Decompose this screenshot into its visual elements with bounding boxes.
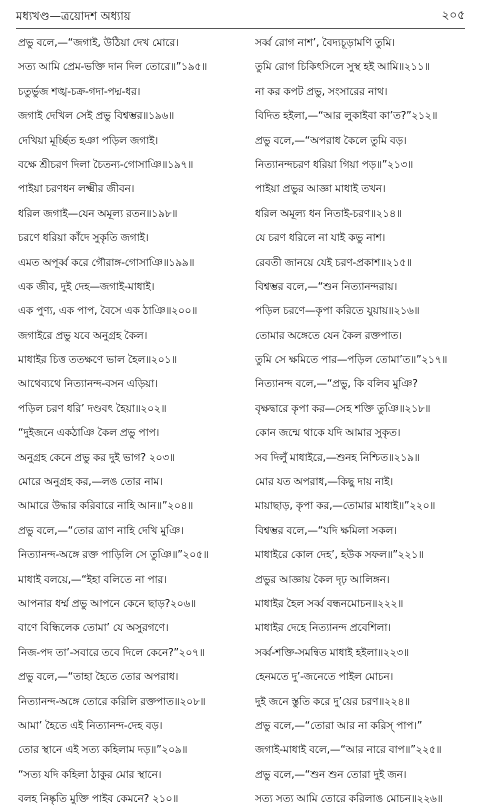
verse-line: প্রভুর আজ্ঞায় কৈল দৃঢ় আলিঙ্গন। (255, 573, 390, 586)
page-number: ২০৫ (441, 8, 465, 22)
verse-line: তোমার অঙ্গেতে যেন কৈল রক্তপাত। (255, 329, 402, 342)
verse-line: ধরিল অমূল্য ধন নিতাই-চরণ॥২১৪॥ (255, 207, 402, 220)
verse-line: তোর স্থানে এই সত্য কহিলাম দড়॥”২০৯॥ (18, 744, 188, 757)
verse-line: আথেব্যথে নিত্যানন্দ-বসন এড়িয়া। (18, 378, 158, 391)
verse-line: মাধাই বলয়ে,—“ইহা বলিতে না পার। (18, 573, 167, 586)
verse-line: প্রভু বলে,—“শুন শুন তোরা দুই জন। (255, 768, 407, 781)
verse-line: দুই জনে স্তুতি করে দু’য়ের চরণ॥২২৪॥ (255, 695, 410, 708)
verse-line: বৃক্ষদ্বারে কৃপা কর—সেহ শক্তি তুঞি॥২১৮॥ (255, 402, 431, 415)
verse-line: নিজ-পদ তা’-সবারে তবে দিলে কেনে?”২০৭॥ (18, 646, 205, 659)
verse-line: তুমি রোগ চিকিৎসিলে সুস্থ হই আমি॥২১১॥ (255, 61, 430, 74)
verse-line: প্রভু বলে,—“তোর ত্রাণ নাহি দেখি মুঞি। (18, 524, 184, 537)
verse-line: বাণে বিন্ধিলেক তোমা’ যে অসুরগণে। (18, 622, 169, 635)
verse-line: নিত্যানন্দচরণ ধরিয়া গিয়া পড়॥”২১৩॥ (255, 158, 413, 171)
verse-line: নিত্যানন্দ-অঙ্গে তোরে করিলি রক্তপাত॥২০৮॥ (18, 695, 206, 708)
verse-line: নিত্যানন্দ-অঙ্গে রক্ত পাড়িলি সে তুঞি॥”২০৫॥ (18, 549, 209, 562)
verse-line: মোর যত অপরাধ,—কিছু দায় নাই। (255, 476, 393, 489)
left-column (18, 31, 238, 812)
verse-line: সত্য আমি প্রেম-ভক্তি দান দিল তোরে॥”১৯৫॥ (18, 61, 208, 74)
verse-line: মোরে অনুগ্রহ কর,—লঙ তোর নাম। (18, 476, 163, 489)
verse-line: জগাইরে প্রভু যবে অনুগ্রহ কৈল। (18, 329, 148, 342)
verse-line: ধরিল জগাই—যেন অমূল্য রতন॥১৯৮॥ (18, 207, 178, 220)
verse-line: মাধাইর চিত্ত ততক্ষণে ভাল হৈল॥২০১॥ (18, 354, 177, 367)
verse-line: হেনমতে দু’-জনেতে পাইল মোচন। (255, 671, 394, 684)
verse-line: বলহ নিষ্কৃতি মুক্তি পাইব কেমনে? ২১০॥ (18, 793, 179, 806)
verse-line: আপনার ধর্ম্ম প্রভু আপনে কেনে ছাড়?২০৬॥ (18, 597, 196, 610)
right-column (255, 31, 475, 812)
verse-line: সব দিলুঁ মাধাইরে,—শুনহ নিশ্চিত॥২১৯॥ (255, 451, 420, 464)
verse-line: “দুইজনে একঠাঞি কৈল প্রভু পাপ। (18, 427, 160, 440)
verse-line: রেবতী জানয়ে যেই চরণ-প্রকাশ॥২১৫॥ (255, 256, 412, 269)
verse-line: পাইয়া চরণধন লক্ষ্মীর জীবন। (18, 183, 135, 196)
verse-line: মায়াছাড়, কৃপা কর,—তোমার মাধাই॥”২২০॥ (255, 500, 436, 513)
verse-line: মাধাইর দেহে নিত্যানন্দ প্রবেশিলা। (255, 622, 391, 635)
verse-line: সর্ব্ব-শক্তি-সমন্বিত মাধাই হইলা॥২২৩॥ (255, 646, 409, 659)
verse-line: প্রভু বলে,—“তোরা আর না করিস্ পাপ।” (255, 719, 423, 732)
verse-line: অনুগ্রহ কেনে প্রভু কর দুই ভাগ? ২০৩॥ (18, 451, 175, 464)
verse-line: প্রভু বলে,—“তাহা হৈতে তোর অপরাধ। (18, 671, 179, 684)
running-header (16, 6, 465, 29)
verse-line: বক্ষে শ্রীচরণ দিলা চৈতন্য-গোসাঞি॥১৯৭॥ (18, 158, 194, 171)
verse-line: “সত্য যদি কহিলা ঠাকুর মোর স্থানে। (18, 768, 162, 781)
chapter-heading: মধ্যখণ্ড—ত্রয়োদশ অধ্যায় (16, 8, 131, 23)
verse-line: বিদিত হইলা,—“আর লুকাইবা কা’ত?”২১২॥ (255, 110, 438, 123)
verse-line: পড়িল চরণে—কৃপা করিতে যুয়ায়॥২১৬॥ (255, 305, 420, 318)
verse-line: চতুর্ভুজ শঙ্খ-চক্র-গদা-পদ্ম-ধর। (18, 85, 141, 98)
verse-line: বিশ্বম্ভর বলে,—“শুন নিত্যানন্দরায়। (255, 280, 398, 293)
verse-line: পাইয়া প্রভুর আজ্ঞা মাধাই তখন। (255, 183, 386, 196)
verse-line: কোন জন্মে থাকে যদি আমার সুকৃত। (255, 427, 401, 440)
verse-line: যে চরণ ধরিলে না যাই কভু নাশ। (255, 232, 386, 245)
verse-line: মাধাইর হৈল সর্ব্ব বন্ধনমোচন॥২২২॥ (255, 597, 404, 610)
verse-line: আমা’ হৈতে এই নিত্যানন্দ-দেহ বড়। (18, 719, 163, 732)
verse-line: প্রভু বলে,—“অপরাধ কৈলে তুমি বড়। (255, 134, 407, 147)
verse-line: এক পুণ্য, এক পাপ, বৈসে এক ঠাঞি॥২০০॥ (18, 305, 198, 318)
verse-line: সত্য সত্য আমি তোরে করিলাঙ মোচন॥২২৬॥ (255, 793, 443, 806)
verse-line: না কর কপট প্রভু, সংসারের নাথ। (255, 85, 388, 98)
verse-line: দেখিয়া মূর্চ্ছিত হঞা পড়িল জগাই। (18, 134, 159, 147)
verse-line: আমারে উদ্ধার করিবারে নাহি আন॥”২০৪॥ (18, 500, 194, 513)
verse-line: নিত্যানন্দ বলে,—“প্রভু, কি বলিব মুঞি? (255, 378, 418, 391)
verse-line: সর্ব্ব রোগ নাশ’, বৈদ্যচূড়ামণি তুমি। (255, 37, 395, 49)
verse-line: জগাই-মাধাই বলে,—“আর নারে বাপ॥”২২৫॥ (255, 744, 442, 757)
verse-line: চরণে ধরিয়া কাঁদে সুকৃতি জগাই। (18, 232, 149, 245)
verse-line: মাধাইরে কোল দেহ’, হউক সফল॥”২২১॥ (255, 549, 424, 562)
verse-line: প্রভু বলে,—“জগাই, উঠিয়া দেখ মোরে। (18, 37, 179, 49)
verse-line: জগাই দেখিল সেই প্রভু বিশ্বম্ভর॥১৯৬॥ (18, 110, 175, 123)
verse-line: পড়িল চরণ ধরি’ দণ্ডবৎ হৈয়া॥২০২॥ (18, 402, 167, 415)
verse-line: বিশ্বম্ভর বলে,—“যদি ক্ষমিলা সকল। (255, 524, 397, 537)
verse-line: এক জীব, দুই দেহ—জগাই-মাধাই। (18, 280, 155, 293)
verse-line: এমত অপূর্ব্ব করে গৌরাঙ্গ-গোসাঞি॥১৯৯॥ (18, 256, 195, 269)
verse-line: তুমি সে ক্ষমিতে পার—পড়িল তোমা’ত॥”২১৭॥ (255, 354, 448, 367)
